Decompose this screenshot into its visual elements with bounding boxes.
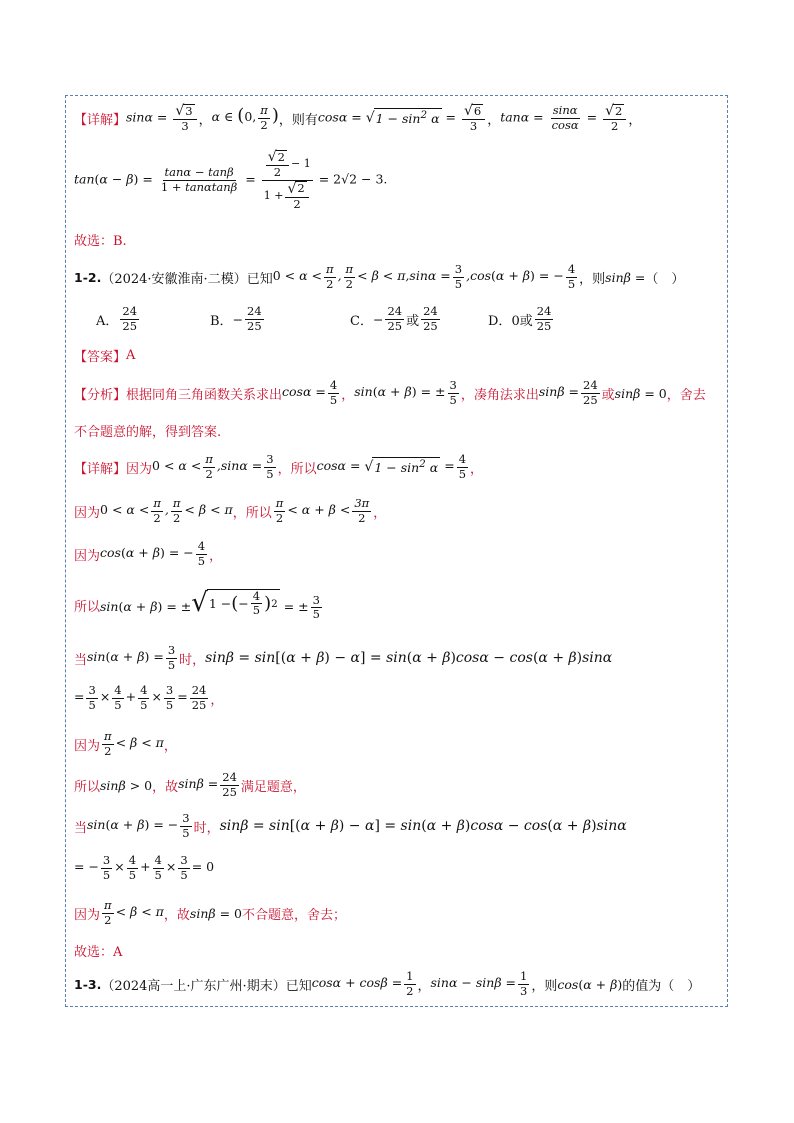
option-a-label: A． <box>96 313 119 329</box>
detail2-line-11 <box>74 896 346 930</box>
answer-line <box>74 345 135 365</box>
question-label: 1-3. <box>74 976 102 992</box>
formula: sinβ > 0 <box>100 777 153 793</box>
analysis-text-6: 不合题意的解，得到答案. <box>74 424 222 440</box>
comma: ， <box>470 461 484 477</box>
text-when: 当 <box>74 652 88 668</box>
option-d[interactable]: D． 0或 $\frac{24}{25}$ <box>488 304 552 333</box>
text-because: 因为 <box>74 738 101 754</box>
question-conditions: 0 < α < $\frac{\pi}{2}$ , $\frac{\pi}{2}$ < β < π,sinα = $\frac{3}{5}$ ,cos(α + β) = − $\frac{4}{5}$ <box>272 262 576 291</box>
sin-beta-ask: sinβ = <box>605 269 646 285</box>
detail2-line-3 <box>74 537 222 571</box>
formula: sin(α + β) = ± √ 1 − ( − $\frac{4}{5}$ ) 2 = ± $\frac{3}{5}$ <box>100 588 320 622</box>
choose-b-line <box>74 229 127 249</box>
answer-paren: （ ） <box>645 271 685 287</box>
formula: sin(α + β) = − $\frac{3}{5}$ <box>87 811 190 840</box>
formula: sin(α + β) = $\frac{3}{5}$ <box>87 643 176 672</box>
question-1-2 <box>74 260 684 294</box>
detail-tag: 【详解】 <box>74 461 127 477</box>
formula-tan-alpha: tanα = $\frac{\sin\alpha}{\cos\alpha}$ = √ 2 2 <box>500 103 628 133</box>
detail2-line-8 <box>74 768 306 802</box>
formula: cos(α + β) = − $\frac{4}{5}$ <box>100 539 206 568</box>
formula: 0 < α < $\frac{\pi}{2}$ ,sinα = $\frac{3}{5}$ <box>152 452 274 481</box>
detail2-line-7 <box>74 727 177 761</box>
question-label: 1-2. <box>74 269 102 285</box>
choose-a: 故选：A <box>74 944 123 960</box>
detail2-line-1 <box>74 450 483 484</box>
formula: sinβ = $\frac{24}{25}$ <box>178 770 237 799</box>
analysis-text-4: 或 <box>601 387 615 403</box>
text-because: 因为 <box>126 461 153 477</box>
formula: cos(α + β) <box>557 976 623 992</box>
answer-tag: 【答案】 <box>74 349 127 365</box>
text-when-suffix: 时， <box>193 820 220 836</box>
question-source: （2024·安徽淮南·二模）已知 <box>101 271 273 287</box>
formula: sinβ = 0 <box>189 905 242 921</box>
text-not-fit: 不合题意，舍去； <box>242 907 347 923</box>
text-so: 所以 <box>74 599 101 615</box>
text-so: 所以 <box>74 779 101 795</box>
text-zero-or: 0或 <box>511 313 533 329</box>
answer-value: A <box>126 347 136 363</box>
detail2-line-9 <box>74 809 627 843</box>
text-so-sin: ，故 <box>163 907 190 923</box>
text-satisfies: 满足题意， <box>240 779 306 795</box>
option-b-label: B． <box>210 313 233 329</box>
detail2-line-5 <box>74 641 612 675</box>
text-then: ，则 <box>531 978 558 994</box>
text-because: 因为 <box>74 907 101 923</box>
formula: $\frac{\pi}{2}$ < β < π <box>104 898 164 927</box>
formula: $\frac{\pi}{2}$ < α + β < $\frac{3\pi}{2}$ <box>275 496 370 525</box>
comma: ， <box>487 112 501 128</box>
option-a[interactable]: A． $\frac{24}{25}$ <box>96 304 138 333</box>
analysis-tag: 【分析】 <box>74 387 127 403</box>
formula: sinβ = sin[(α + β) − α] = sin(α + β)cosα − cos(α + β)sinα <box>205 650 613 666</box>
formula: cosα + cosβ = $\frac{1}{2}$ <box>311 969 414 998</box>
comma: ， <box>373 505 387 521</box>
formula: sinβ = $\frac{24}{25}$ <box>538 378 598 407</box>
analysis-line-1 <box>74 376 706 410</box>
formula-sin-alpha: sinα = √ 3 3 <box>126 103 199 133</box>
text-when: 当 <box>74 820 88 836</box>
text-then: ，则 <box>579 271 606 287</box>
detail2-line-4 <box>74 582 324 628</box>
options-row <box>96 302 555 336</box>
formula: = − $\frac{3}{5}$ × $\frac{4}{5}$ + $\frac{4}{5}$ × $\frac{3}{5}$ = 0 <box>74 853 215 882</box>
formula: sinα − sinβ = $\frac{1}{3}$ <box>430 969 528 998</box>
analysis-text-2: ， <box>341 387 355 403</box>
analysis-text-3: ，凑角法求出 <box>460 387 539 403</box>
comma: ， <box>163 738 177 754</box>
option-c[interactable]: C． − $\frac{24}{25}$ 或 $\frac{24}{25}$ <box>350 304 438 333</box>
detail-line-1 <box>74 101 641 135</box>
comma: ， <box>209 548 223 564</box>
question-1-3 <box>74 967 700 1001</box>
analysis-text-1: 根据同角三角函数关系求出 <box>126 387 283 403</box>
formula: cosα = √ $1 - \sin^2 \alpha$ = $\frac{4}{5}$ <box>316 452 467 481</box>
detail-tag: 【详解】 <box>74 112 127 128</box>
detail2-line-2 <box>74 494 386 528</box>
comma: ， <box>628 112 642 128</box>
text-then-have: ，则有 <box>278 112 318 128</box>
formula: sinβ = sin[(α + β) − α] = sin(α + β)cosα − cos(α + β)sinα <box>219 818 627 834</box>
option-b[interactable]: B． − $\frac{24}{25}$ <box>210 304 262 333</box>
detail2-line-6 <box>74 681 223 715</box>
comma: ， <box>417 978 431 994</box>
text-when-suffix: 时， <box>179 652 206 668</box>
formula: cosα = $\frac{4}{5}$ <box>282 378 338 407</box>
comma: ， <box>198 112 212 128</box>
text-so: ，所以 <box>277 461 317 477</box>
formula-tan-diff: tan(α − β) = $\frac{\tan\alpha - \tan\beta}{1 + \tan\alpha\tan\beta}$ = √ 2 2 − 1 1 + √ 2 2 = 2√2 − 3. <box>74 149 388 211</box>
analysis-text-5: ，舍去 <box>666 387 706 403</box>
comma: ， <box>210 692 224 708</box>
text-so: ，所以 <box>232 505 272 521</box>
choose-a-line <box>74 940 122 960</box>
formula-alpha-range: α ∈ (0, $\frac{\pi}{2}$ ) <box>211 103 279 132</box>
formula: 0 < α < $\frac{\pi}{2}$ , $\frac{\pi}{2}$ < β < π <box>100 496 233 525</box>
formula: = $\frac{3}{5}$ × $\frac{4}{5}$ + $\frac{4}{5}$ × $\frac{3}{5}$ = $\frac{24}{25}$ <box>74 683 207 712</box>
text-because: 因为 <box>74 548 101 564</box>
detail-line-2 <box>74 142 387 218</box>
option-d-label: D． <box>488 313 512 329</box>
question-source: （2024高一上·广东广州·期末）已知 <box>101 978 312 994</box>
text-so-sin: ，故 <box>152 779 179 795</box>
formula: sinβ = 0 <box>614 385 667 401</box>
choose-b: 故选：B. <box>74 233 127 249</box>
question-tail: 的值为（ ） <box>622 978 701 994</box>
detail2-line-10 <box>74 851 214 885</box>
formula: sin(α + β) = ± $\frac{3}{5}$ <box>354 378 457 407</box>
formula: $\frac{\pi}{2}$ < β < π <box>104 729 164 758</box>
option-c-label: C． <box>350 313 373 329</box>
analysis-line-2 <box>74 420 221 440</box>
text-or: 或 <box>406 313 420 329</box>
tan-diff-result: = 2√2 − 3. <box>318 171 388 187</box>
text-because: 因为 <box>74 505 101 521</box>
formula-cos-alpha: cosα = √ $1 - \sin^2 \alpha$ = √ 6 3 <box>318 103 487 133</box>
